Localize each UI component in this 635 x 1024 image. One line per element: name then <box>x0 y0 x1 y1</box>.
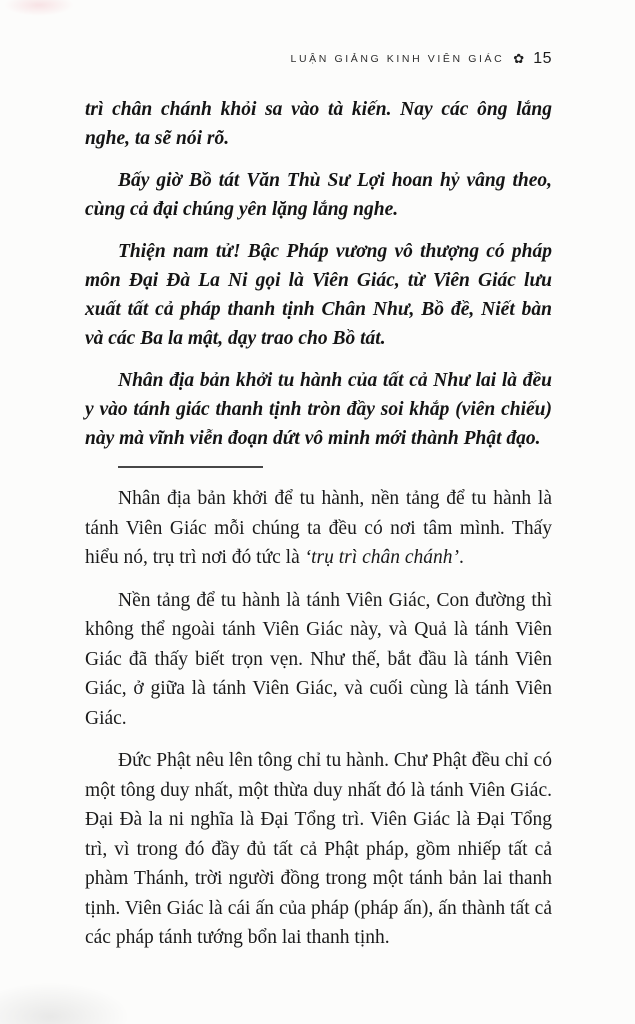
running-header <box>85 50 552 68</box>
commentary-paragraph: Đức Phật nêu lên tông chỉ tu hành. Chư Phật đều chỉ có một tông duy nhất, một thừa duy nhất đó là tánh Viên Giác. Đại Đà la ni nghĩa là Đại Tổng trì. Viên Giác là Đại Tổng trì, vì trong đó đầy đủ tất cả Phật pháp, gồm nhiếp tất cả phàm Thánh, trời người đồng trong một tánh bản lai thanh tịnh. Viên Giác là cái ấn của pháp (pháp ấn), ấn thành tất cả các pháp tánh tướng bổn lai thanh tịnh. <box>85 750 552 948</box>
commentary-paragraph <box>85 484 552 573</box>
commentary-text: . <box>459 547 464 568</box>
commentary-paragraph: Nền tảng để tu hành là tánh Viên Giác, Con đường thì không thể ngoài tánh Viên Giác này, và Quả là tánh Viên Giác đã thấy biết trọn vẹn. Như thế, bắt đầu là tánh Viên Giác, ở giữa là tánh Viên Giác, và cuối cùng là tánh Viên Giác. <box>85 589 552 729</box>
commentary-section <box>85 484 552 953</box>
commentary-quoted-phrase: ‘trụ trì chân chánh’ <box>304 547 459 568</box>
section-divider-rule <box>118 466 263 468</box>
florette-icon: ✿ <box>513 50 525 66</box>
running-header-title: LUẬN GIẢNG KINH VIÊN GIÁC <box>290 53 505 65</box>
scripture-paragraph: trì chân chánh khỏi sa vào tà kiến. Nay các ông lắng nghe, ta sẽ nói rõ. <box>85 99 552 149</box>
scripture-section <box>85 95 552 453</box>
page-number: 15 <box>533 50 552 67</box>
scripture-paragraph: Nhân địa bản khởi tu hành của tất cả Như lai là đều y vào tánh giác thanh tịnh tròn đầy soi khắp (viên chiếu) này mà vĩnh viễn đoạn dứt vô minh mới thành Phật đạo. <box>85 370 552 449</box>
scripture-paragraph: Thiện nam tử! Bậc Pháp vương vô thượng có pháp môn Đại Đà La Ni gọi là Viên Giác, từ Viên Giác lưu xuất tất cả pháp thanh tịnh Chân Như, Bồ đề, Niết bàn và các Ba la mật, dạy trao cho Bồ tát. <box>85 241 552 349</box>
commentary-text: Nhân địa bản khởi để tu hành, nền tảng để tu hành là tánh Viên Giác mỗi chúng ta đều có nơi tâm mình. Thấy hiểu nó, trụ trì nơi đó tức là <box>85 488 552 568</box>
scripture-paragraph: Bấy giờ Bồ tát Văn Thù Sư Lợi hoan hỷ vâng theo, cùng cả đại chúng yên lặng lắng nghe. <box>85 170 552 220</box>
